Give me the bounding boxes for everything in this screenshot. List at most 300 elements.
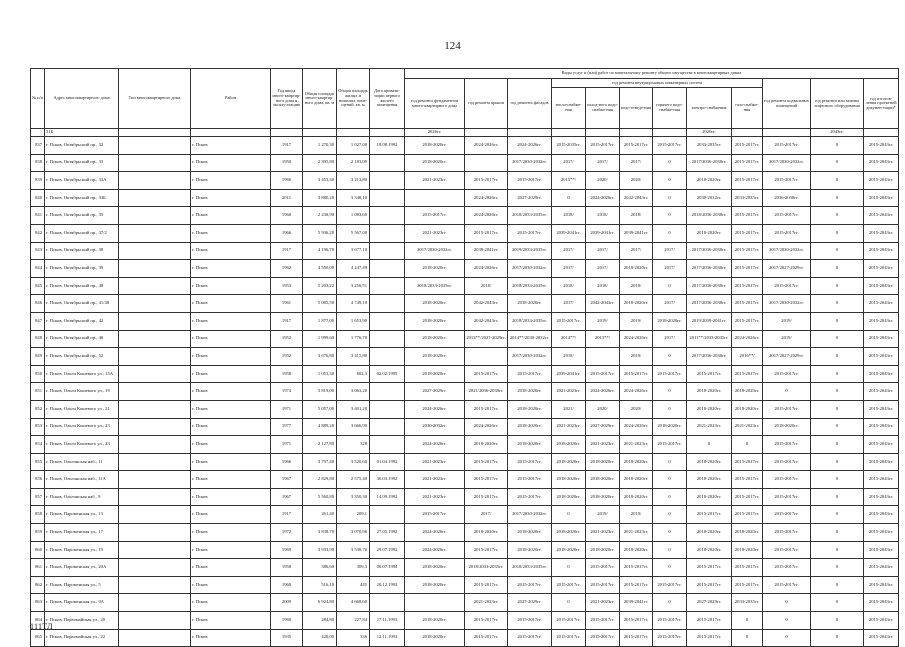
cell-no: 847 [31,312,45,330]
cell-basement: 0 [763,612,811,630]
cell-heat: 2018-2020гг. [552,524,586,542]
cell-drainage: 2018/ [620,207,653,225]
cell-foundation: 2027-2029гг. [405,383,465,401]
cell-total-area: 5 203,22 [303,277,337,295]
cell-year: 1958 [271,559,303,577]
cell-heat: 2018/ [552,207,586,225]
cell-year: 1917 [271,506,303,524]
cell-address: г. Псков, Октябрьский пр., 32 [45,137,119,155]
cell-gas: 2015-2017гг. [732,365,763,383]
cell-gas: 2015-2017гг. [732,242,763,260]
cell-privatization-date [370,189,405,207]
cell-total-area: 1 999,60 [303,330,337,348]
cell-house-type [119,559,191,577]
cell [586,129,620,137]
header-total-area: Общая площадь много-квартир-ного дома, кв. м [303,69,337,129]
cell-total-area: 3 933,90 [303,541,337,559]
cell-hot-water: 0 [653,559,687,577]
cell-facade: 2017/2030-2032гг. [508,348,552,366]
cell-foundation: 2018-2020гг. [405,576,465,594]
cell-roof: 2015-2017гг. [465,453,508,471]
cell-foundation: 2018-2020гг. [405,312,465,330]
cell-no: 842 [31,224,45,242]
cell-cold-water: 2015-2017гг. [586,137,620,155]
cell-basement: 2017/2027-2029гг. [763,260,811,278]
cell-elevator: 0 [811,541,864,559]
cell-documentation: 2015-2043гг. [864,330,899,348]
cell-privatization-date [370,260,405,278]
cell-heat: 2018-2020гг. [552,471,586,489]
cell-district: г. Псков [191,576,271,594]
cell-year: 1917 [271,137,303,155]
cell [552,129,586,137]
cell-cold-water: 2018-2020гг. [586,541,620,559]
cell-total-area: 2 127,80 [303,436,337,454]
cell-documentation: 2015-2043гг. [864,612,899,630]
cell-documentation: 2015-2043гг. [864,576,899,594]
cell-no: 839 [31,172,45,190]
cell-year: 1974 [271,383,303,401]
cell-gas: 2018-2020гг. [732,400,763,418]
cell-residential-area: 2 575,40 [337,471,370,489]
cell-roof [465,154,508,172]
cell-privatization-date [370,400,405,418]
cell-hot-water: 2017/ [653,242,687,260]
cell [191,129,271,137]
cell-hot-water: 0 [653,453,687,471]
cell-house-type [119,207,191,225]
cell-address: г. Псков, Ольгинская наб., 11А [45,471,119,489]
cell-gas: 2033-2035гг. [732,189,763,207]
cell-cold-water: 2042-2043гг. [586,295,620,313]
cell-no: 852 [31,400,45,418]
cell-district: г. Псков [191,524,271,542]
cell-total-area: 4 889,20 [303,418,337,436]
cell-electricity: 2030-2032гг. [687,189,732,207]
cell-cold-water: 2027-2029гг. [586,418,620,436]
table-row [31,559,899,577]
cell-foundation: 2015-2017гг. [405,506,465,524]
cell-total-area: 6 924,80 [303,594,337,612]
cell-house-type [119,295,191,313]
header-district: Район [191,69,271,129]
cell-district: г. Псков [191,207,271,225]
cell-cold-water [586,348,620,366]
cell-basement: 2015-2017гг. [763,576,811,594]
cell-hot-water: 2015-2017гг. [653,629,687,647]
cell-year: 1960 [271,207,303,225]
cell-basement: 2015-2017гг. [763,224,811,242]
cell-total-area: 2 829,80 [303,471,337,489]
cell-heat: 2018-2020гг. [552,541,586,559]
cell-drainage: 2018-2020гг. [620,295,653,313]
table-row [31,418,899,436]
cell-total-area: 420,00 [303,629,337,647]
cell-hot-water: 0 [653,154,687,172]
cell-elevator: 0 [811,436,864,454]
cell-documentation: 2015-2043гг. [864,418,899,436]
cell-gas: 2015-2017гг. [732,453,763,471]
cell-facade: 2024-2026гг. [508,137,552,155]
cell-district: г. Псков [191,488,271,506]
cell-facade: 2017/2030-2032гг. [508,506,552,524]
cell-address: г. Псков, Октябрьский пр., 33А [45,172,119,190]
cell-foundation: 2024-2026гг. [405,436,465,454]
cell-privatization-date [370,330,405,348]
table-row [31,576,899,594]
cell-basement: 2015-2017гг. [763,453,811,471]
cell-roof: 2018-2020гг. [465,436,508,454]
cell-documentation: 2015-2043гг. [864,400,899,418]
cell-roof: 2015-2017гг. [465,224,508,242]
cell-basement: 2017/2030-2032гг. [763,295,811,313]
cell-elevator: 0 [811,260,864,278]
cell-facade: 2027-2029гг. [508,594,552,612]
cell-hot-water: 0 [653,471,687,489]
cell-gas: 2015-2017гг. [732,277,763,295]
cell-elevator: 0 [811,488,864,506]
table-row [31,189,899,207]
cell-elevator: 0 [811,524,864,542]
cell-address: г. Псков, Пароменская ул., 9А [45,594,119,612]
cell-privatization-date: 12.11.1993 [370,629,405,647]
cell-heat: 2018-2020гг. [552,436,586,454]
cell-elevator: 0 [811,207,864,225]
cell-total-area: 4 196,70 [303,242,337,260]
cell-cold-water: 2015-2017гг. [586,365,620,383]
cell-electricity: 2018-2020гг. [687,488,732,506]
cell-house-type [119,541,191,559]
cell-gas: 2015-2017гг. [732,137,763,155]
cell-foundation: 2018-2020гг. [405,559,465,577]
cell-house-type [119,418,191,436]
cell-documentation: 2015-2043гг. [864,348,899,366]
cell-total-area: 3 453,30 [303,172,337,190]
cell-year: 1960 [271,612,303,630]
cell-district: г. Псков [191,453,271,471]
cell-cold-water: 2018/ [586,277,620,295]
cell-year: 1967 [271,488,303,506]
cell-no: 838 [31,154,45,172]
cell-year: 1952 [271,330,303,348]
cell-total-area: 3 880,20 [303,189,337,207]
cell [732,129,763,137]
cell-house-type [119,383,191,401]
cell-heat: 2021/ [552,400,586,418]
cell-foundation: 2018-2020гг. [405,260,465,278]
table-row [31,629,899,647]
cell-privatization-date: 17.11.1993 [370,612,405,630]
cell-drainage: 2018-2020гг. [620,260,653,278]
cell-hot-water: 0 [653,594,687,612]
cell-roof: 2015-2017гг. [465,365,508,383]
cell-heat: 2018-2020гг. [552,453,586,471]
cell-elevator: 0 [811,189,864,207]
cell-documentation: 2015-2043гг. [864,295,899,313]
cell-foundation: 2021-2023гг. [405,488,465,506]
cell-address: г. Псков, Первомайская ул., 22 [45,629,119,647]
cell-gas: 2015-2017гг. [732,224,763,242]
cell-cold-water: 2021-2023гг. [586,524,620,542]
table-body [31,129,899,647]
cell-drainage: 2024-2026гг. [620,330,653,348]
cell-cold-water: 2018-2020гг. [586,453,620,471]
cell-hot-water: 0 [653,207,687,225]
cell-basement: 2015-2017гг. [763,400,811,418]
cell-year: 1961 [271,295,303,313]
cell [508,129,552,137]
cell-district: г. Псков [191,154,271,172]
cell-cold-water: 2021-2023гг. [586,436,620,454]
cell [653,129,687,137]
cell-address: г. Псков, Пароменская ул., 5 [45,576,119,594]
cell-no: 849 [31,348,45,366]
cell-privatization-date: 06.07.1994 [370,559,405,577]
cell-house-type [119,242,191,260]
cell-heat: 2039-2041гг. [552,224,586,242]
table-row [31,154,899,172]
cell-district: г. Псков [191,330,271,348]
cell-privatization-date [370,436,405,454]
cell-privatization-date [370,207,405,225]
cell-house-type [119,400,191,418]
cell-documentation: 2015-2043гг. [864,260,899,278]
table-row [31,242,899,260]
cell-basement: 2015-2017гг. [763,436,811,454]
cell-foundation: 2015-2017гг. [405,207,465,225]
cell-address: г. Псков, Ольги Кошевого ул., 15А [45,365,119,383]
header-privatization-date: Дата привати-зации первого жилого помещения [370,69,405,129]
cell-basement: 0 [763,594,811,612]
cell-district: г. Псков [191,295,271,313]
cell-address: г. Псков, Октябрьский пр., 33 [45,154,119,172]
cell-cold-water: 2019/ [586,506,620,524]
cell-district: г. Псков [191,383,271,401]
cell-drainage: 2015-2017гг. [620,137,653,155]
cell-residential-area: 328 [337,436,370,454]
cell-electricity: 2019/2039-2041гг. [687,312,732,330]
cell-roof: 2024-2026гг. [465,260,508,278]
cell-hot-water: 0 [653,348,687,366]
cell-elevator: 0 [811,172,864,190]
cell-facade: 2018-2020гг. [508,541,552,559]
cell-cold-water: 2024-2026гг. [586,383,620,401]
cell-facade: 2017/2030-2032гг. [508,154,552,172]
cell-drainage: 2015-2017гг. [620,559,653,577]
cell-hot-water: 0 [653,277,687,295]
table-row [31,330,899,348]
table-row [31,506,899,524]
table-row [31,400,899,418]
table-row [31,224,899,242]
cell-roof: 2021/2036-2038гг. [465,383,508,401]
cell-house-type [119,277,191,295]
table-row [31,524,899,542]
cell-total-area: 4 550,09 [303,260,337,278]
table-row [31,207,899,225]
cell-no: 855 [31,453,45,471]
cell-documentation: 2015-2043гг. [864,137,899,155]
cell-facade: 2018-2020гг. [508,383,552,401]
cell-gas: 2015-2017гг. [732,576,763,594]
cell-total-area: 2 395,80 [303,154,337,172]
cell-year: 1960 [271,576,303,594]
cell-total-area: 3 676,80 [303,348,337,366]
header-residential-area: Общая площадь жилых и нежилых поме-щений, кв. м [337,69,370,129]
cell-year: 1969 [271,541,303,559]
cell-year: 1977 [271,418,303,436]
cell-documentation: 2015-2043гг. [864,541,899,559]
cell-basement: 2015-2017гг. [763,488,811,506]
cell-electricity: 2027-2029гг. [687,594,732,612]
cell-district: г. Псков [191,224,271,242]
cell-privatization-date [370,277,405,295]
cell-electricity: 2033-2035гг. [687,137,732,155]
table-row [31,137,899,155]
cell-district: г. Псков [191,277,271,295]
cell-heat: 2015-2017гг. [552,576,586,594]
cell-facade: 2018-2020гг. [508,295,552,313]
cell-hot-water: 0 [653,506,687,524]
cell-district: г. Псков [191,629,271,647]
cell-no: 857 [31,488,45,506]
cell-electricity: 2015-2017гг. [687,506,732,524]
cell-basement: 2015-2017гг. [763,506,811,524]
cell-drainage: 2015-2017гг. [620,365,653,383]
cell-roof: 2024-2026гг. [465,189,508,207]
header-heat: тепло-снабже-ния [552,88,586,129]
cell-electricity: 2017/2036-2038гг. [687,242,732,260]
cell-roof: 2015-2017гг. [465,629,508,647]
cell-roof: 2015-2017гг. [465,400,508,418]
cell-documentation: 2015-2043гг. [864,453,899,471]
cell-no: 840 [31,189,45,207]
cell-elevator: 0 [811,154,864,172]
cell-hot-water: 0 [653,383,687,401]
cell-total-area: 5 085,50 [303,295,337,313]
cell-year: 1950 [271,154,303,172]
cell-elevator: 0 [811,471,864,489]
cell-documentation: 2015-2043гг. [864,524,899,542]
cell-no: 859 [31,524,45,542]
cell-electricity: 2015-2017гг. [687,576,732,594]
cell-total-area: 1 053,30 [303,365,337,383]
cell-foundation: 2021-2023гг. [405,471,465,489]
cell-heat: 2017/ [552,242,586,260]
cell-district: г. Псков [191,189,271,207]
cell-hot-water: 2015-2017гг. [653,365,687,383]
cell-gas: 2021-2023гг. [732,418,763,436]
cell-house-type [119,137,191,155]
cell-district: г. Псков [191,242,271,260]
cell-address: г. Псков, Ольги Кошевого ул., 21 [45,400,119,418]
cell-no: 841 [31,207,45,225]
cell-privatization-date [370,506,405,524]
cell-privatization-date: 02.02.1995 [370,365,405,383]
cell-district: г. Псков [191,260,271,278]
cell-no: 862 [31,576,45,594]
header-electricity: электро-снабжения [687,88,732,129]
cell-district: г. Псков [191,365,271,383]
cell-district: г. Псков [191,612,271,630]
cell-total-area: 3 838,70 [303,524,337,542]
cell-heat: 2039-2041гг. [552,365,586,383]
cell-no: 850 [31,365,45,383]
cell-drainage: 2021-2023гг. [620,524,653,542]
cell-house-type [119,224,191,242]
cell-hot-water: 2017/ [653,260,687,278]
cell-roof: 2015-2017гг. [465,541,508,559]
header-address: Адрес многоквартирного дома [45,69,119,129]
cell-privatization-date: 01.04.1992 [370,453,405,471]
cell-basement: 2017/2030-2032гг. [763,242,811,260]
cell-documentation: 2015-2043гг. [864,594,899,612]
table-row [31,383,899,401]
cell-foundation: 2021-2023гг. [405,172,465,190]
header-works-group: Виды услуг и (или) работ по капитальному ремонту общего имущества в многоквартирных домах [405,69,899,79]
table-row [31,471,899,489]
cell-facade: 2015-2017гг. [508,453,552,471]
cell-electricity: 2018/2036-2038гг. [687,207,732,225]
cell-residential-area: 3 538,70 [337,541,370,559]
cell-cold-water: 2018/ [586,207,620,225]
cell-district: г. Псков [191,541,271,559]
cell-residential-area: 336 [337,629,370,647]
cell-documentation: 2015-2043гг. [864,629,899,647]
table-row [31,436,899,454]
cell-facade: 2015-2017гг. [508,224,552,242]
cell-roof: 2015-2017гг. [465,471,508,489]
cell-heat: 2015-2017гг. [552,612,586,630]
cell-facade: 2018/2033-2035гг. [508,559,552,577]
cell-electricity: 2018-2020гг. [687,471,732,489]
cell-no: 856 [31,471,45,489]
cell-residential-area: 3 070,96 [337,524,370,542]
cell-cold-water: 2015-2017гг. [586,612,620,630]
cell-roof [465,348,508,366]
table-row [31,541,899,559]
cell-no: 853 [31,418,45,436]
cell-electricity: 2021-2023гг. [687,418,732,436]
cell-basement: 2015-2017гг. [763,524,811,542]
cell-no: 845 [31,277,45,295]
cell-drainage: 2018-2020гг. [620,488,653,506]
cell-house-type [119,594,191,612]
cell-residential-area: 209,1 [337,506,370,524]
cell-facade: 2015-2017гг. [508,488,552,506]
cell-elevator: 0 [811,418,864,436]
cell: 2026гг. [405,129,465,137]
cell-house-type [119,348,191,366]
cell-heat: 2015-2035гг. [552,137,586,155]
cell-gas: 2015-2017гг. [732,312,763,330]
cell-elevator: 0 [811,312,864,330]
cell-elevator: 0 [811,383,864,401]
cell-address: г. Псков, Октябрьский пр., 52 [45,348,119,366]
cell-facade: 2014**/2030-2032гг. [508,330,552,348]
cell-drainage: 2042-2043гг. [620,189,653,207]
cell-cold-water: 2017/ [586,154,620,172]
cell-drainage: 2024-2026гг. [620,418,653,436]
cell-privatization-date [370,295,405,313]
cell-basement: 2019/ [763,312,811,330]
header-basement: год ремонта подвальных помещений [763,79,811,129]
cell-residential-area: 3 063,20 [337,383,370,401]
cell-hot-water: 0 [653,400,687,418]
header-cold-water: холод-ного водо-снабже-ния [586,88,620,129]
cell-residential-area: 1 776,70 [337,330,370,348]
cell-gas: 2015-2017гг. [732,559,763,577]
